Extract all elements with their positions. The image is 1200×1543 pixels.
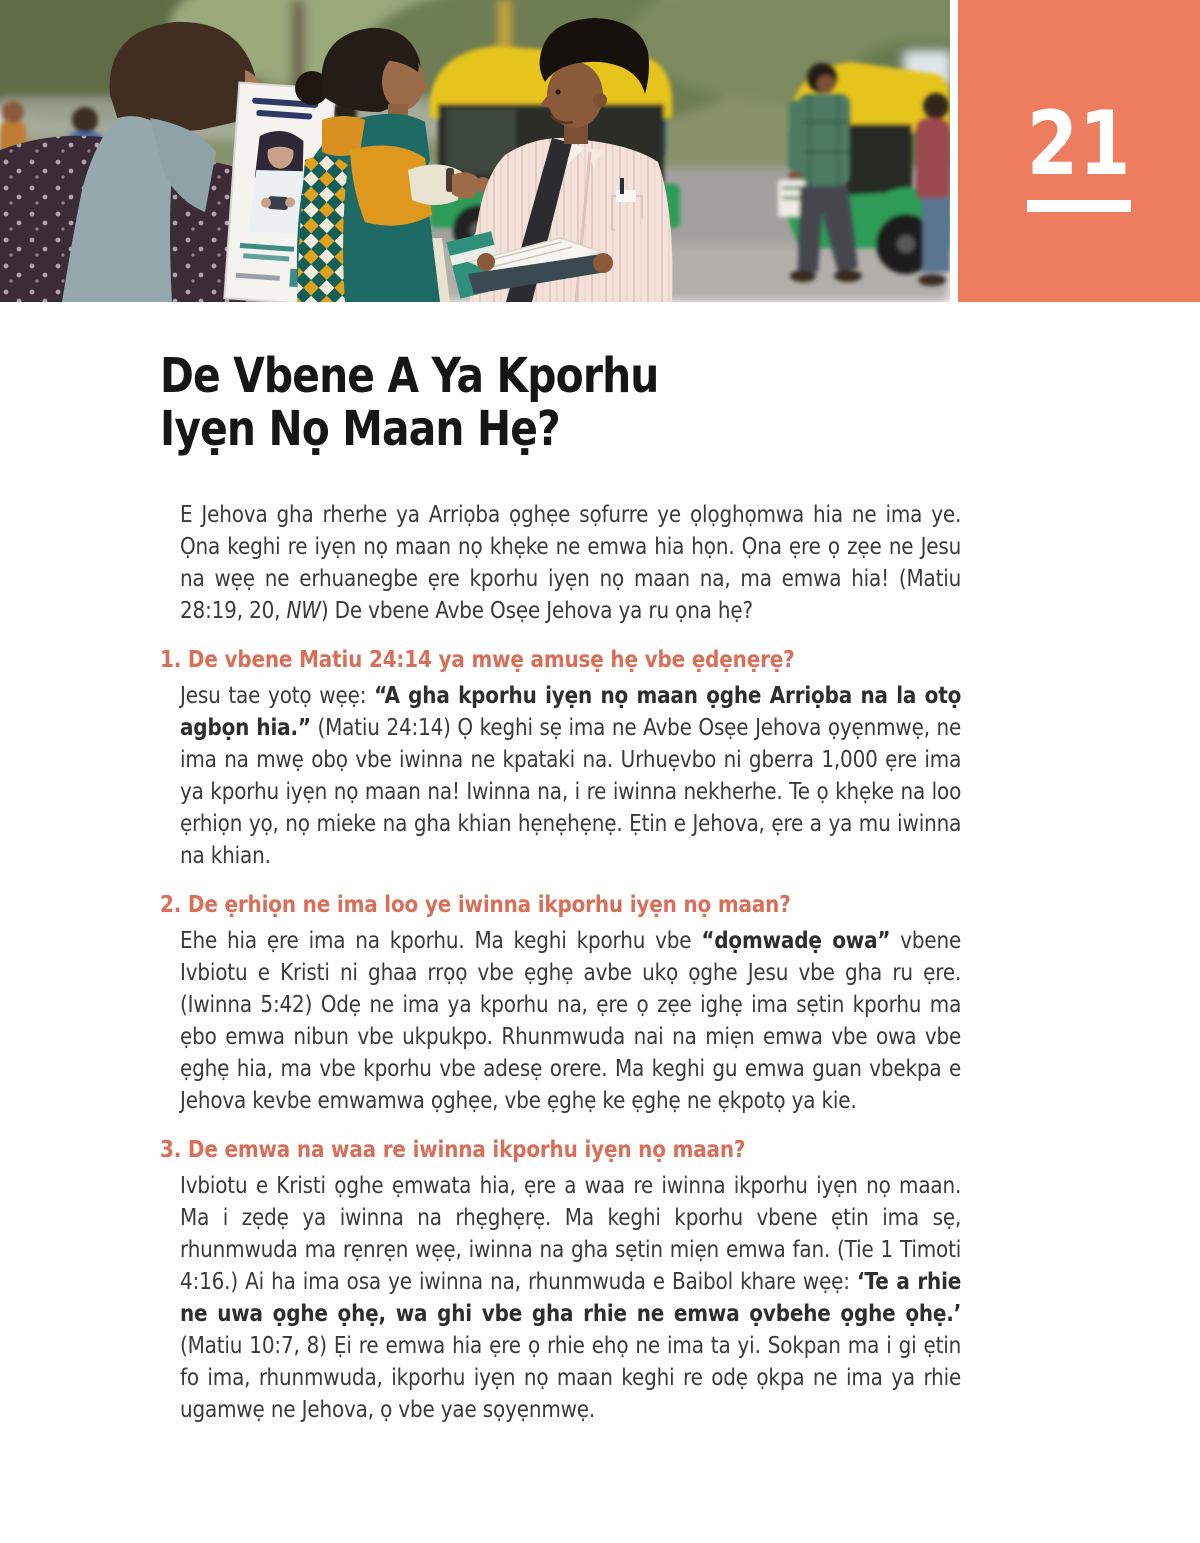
- chapter-number: 21: [1026, 92, 1132, 195]
- chapter-underline: [1027, 200, 1131, 212]
- intro-paragraph: E Jehova gha rherhe ya Arriọba ọghẹe sọfurre ye ọlọghọmwa hia ne ima ye. Ọna keghi re iyẹn nọ maan nọ khẹke ne emwa hia họn. Ọna ẹre ọ zẹe ne Jesu na wẹẹ ne erhuanegbe ẹre kporhu iyẹn nọ maan na, ma emwa hia! (Matiu 28:19, 20, NW) De vbene Avbe Osẹe Jehova ya ru ọna hẹ?: [180, 500, 962, 624]
- title-line-2: Iyẹn Nọ Maan Hẹ?: [160, 401, 560, 457]
- paragraph-3: Ivbiotu e Kristi ọghe ẹmwata hia, ẹre a waa re iwinna ikporhu iyẹn nọ maan. Ma i zẹdẹ ya iwinna na rhẹghẹrẹ. Ma keghi kporhu vbene ẹtin ima sẹ, rhunmwuda ma rẹnrẹn wẹẹ, iwinna na gha sẹtin miẹn emwa fan. (Tie 1 Timoti 4:16.) Ai ha ima osa ye iwinna na, rhunmwuda e Baibol khare wẹẹ: ‘Te a rhie ne uwa ọghe ọhẹ, wa ghi vbe gha rhie ne emwa ọvbehe ọghe ọhẹ.’ (Matiu 10:7, 8) Ẹi re emwa hia ẹre ọ rhie ehọ ne ima ta yi. Sokpan ma i gi ẹtin fo ima, rhunmwuda, ikporhu iyẹn nọ maan keghi re odẹ ọkpa ne ima ya rhie ugamwẹ ne Jehova, ọ vbe yae sọyẹnmwẹ.: [180, 1171, 962, 1423]
- header-band: [0, 0, 1200, 302]
- question-heading-1: 1. De vbene Matiu 24:14 ya mwẹ amusẹ hẹ vbe ẹdẹnẹrẹ?: [160, 645, 795, 673]
- question-heading-2: 2. De ẹrhiọn ne ima loo ye iwinna ikporhu iyẹn nọ maan?: [160, 890, 791, 918]
- header-photo-frame: [0, 0, 950, 302]
- chapter-number-badge: [958, 0, 1200, 302]
- article-content: [0, 302, 1200, 1443]
- page-title: [160, 350, 925, 456]
- header-photo: [0, 0, 950, 302]
- title-line-1: De Vbene A Ya Kporhu: [160, 348, 659, 404]
- paragraph-1: Jesu tae yotọ wẹẹ: “A gha kporhu iyẹn nọ maan ọghe Arriọba na la otọ agbọn hia.” (Matiu 24:14) Ọ keghi sẹ ima ne Avbe Osẹe Jehova ọyẹnmwẹ, ne ima na mwẹ obọ vbe iwinna ne kpataki na. Urhuẹvbo ni gberra 1,000 ẹre ima ya kporhu iyẹn nọ maan na! Iwinna na, i re iwinna nekherhe. Te ọ khẹke na loo ẹrhiọn yọ, nọ mieke na gha khian hẹnẹhẹnẹ. Ẹtin e Jehova, ẹre a ya mu iwinna na khian.: [180, 681, 962, 869]
- paragraph-2: Ehe hia ẹre ima na kporhu. Ma keghi kporhu vbe “dọmwadẹ owa” vbene Ivbiotu e Kristi ni ghaa rrọọ vbe ẹghẹ avbe ukọ ọghe Jesu vbe gha ru ẹre. (Iwinna 5:42) Odẹ ne ima ya kporhu na, ẹre ọ zẹe ighẹ ima sẹtin kporhu ma ẹbo emwa nibun vbe ukpukpo. Rhunmwuda nai na miẹn emwa vbe owa vbe ẹghẹ hia, ma vbe kporhu vbe adesẹ orere. Ma keghi gu emwa guan vbekpa e Jehova kevbe emwamwa ọghẹe, vbe ẹghẹ ke ẹghẹ ne ẹkpotọ ya kie.: [180, 926, 962, 1114]
- question-heading-3: 3. De emwa na waa re iwinna ikporhu iyẹn nọ maan?: [160, 1135, 746, 1163]
